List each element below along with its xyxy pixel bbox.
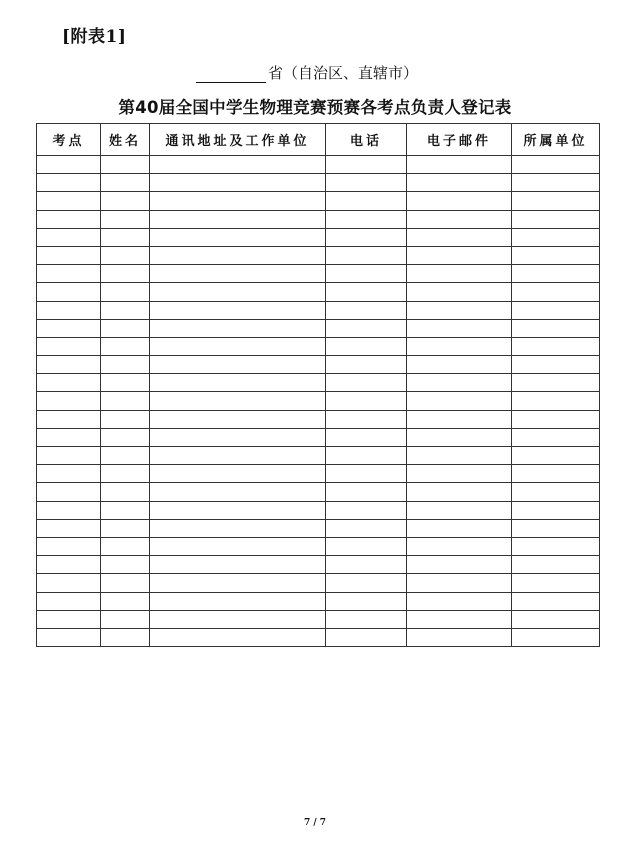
table-cell[interactable] [150, 192, 326, 210]
province-suffix: 省（自治区、直辖市） [268, 64, 419, 82]
table-cell[interactable] [150, 246, 326, 264]
table-cell[interactable] [150, 465, 326, 483]
table-cell[interactable] [150, 610, 326, 628]
table-cell[interactable] [150, 428, 326, 446]
table-cell[interactable] [512, 410, 600, 428]
table-cell[interactable] [326, 192, 407, 210]
table-row [37, 228, 600, 246]
table-cell[interactable] [101, 501, 150, 519]
table-cell[interactable] [512, 283, 600, 301]
table-cell[interactable] [326, 337, 407, 355]
table-cell[interactable] [326, 228, 407, 246]
table-cell[interactable] [101, 228, 150, 246]
table-row [37, 501, 600, 519]
table-cell[interactable] [407, 392, 512, 410]
table-cell[interactable] [101, 265, 150, 283]
table-body [37, 156, 600, 647]
table-cell[interactable] [101, 410, 150, 428]
table-row [37, 465, 600, 483]
table-cell[interactable] [101, 556, 150, 574]
table-cell[interactable] [150, 301, 326, 319]
table-cell[interactable] [101, 283, 150, 301]
table-cell[interactable] [407, 574, 512, 592]
table-cell[interactable] [512, 246, 600, 264]
table-cell[interactable] [150, 210, 326, 228]
table-cell[interactable] [326, 210, 407, 228]
table-cell[interactable] [37, 319, 101, 337]
table-cell[interactable] [326, 319, 407, 337]
table-cell[interactable] [37, 356, 101, 374]
table-cell[interactable] [101, 628, 150, 646]
table-cell[interactable] [512, 556, 600, 574]
table-cell[interactable] [407, 192, 512, 210]
province-blank-field[interactable] [196, 66, 266, 83]
registration-table [36, 123, 600, 647]
table-row [37, 428, 600, 446]
table-row [37, 374, 600, 392]
table-cell[interactable] [326, 447, 407, 465]
table-cell[interactable] [326, 574, 407, 592]
table-cell[interactable] [101, 319, 150, 337]
table-cell[interactable] [150, 319, 326, 337]
table-cell[interactable] [101, 374, 150, 392]
table-cell[interactable] [37, 537, 101, 555]
table-cell[interactable] [101, 592, 150, 610]
table-cell[interactable] [101, 156, 150, 174]
table-cell[interactable] [101, 356, 150, 374]
table-cell[interactable] [37, 465, 101, 483]
table-cell[interactable] [101, 519, 150, 537]
table-cell[interactable] [150, 337, 326, 355]
table-cell[interactable] [37, 301, 101, 319]
table-cell[interactable] [326, 628, 407, 646]
table-cell[interactable] [407, 337, 512, 355]
table-cell[interactable] [512, 447, 600, 465]
column-header-affiliation: 所属单位 [512, 124, 600, 156]
table-cell[interactable] [150, 574, 326, 592]
table-cell[interactable] [150, 228, 326, 246]
table-cell[interactable] [101, 392, 150, 410]
table-cell[interactable] [407, 283, 512, 301]
table-header-row [37, 124, 600, 156]
table-cell[interactable] [407, 246, 512, 264]
table-cell[interactable] [101, 192, 150, 210]
table-cell[interactable] [407, 210, 512, 228]
table-cell[interactable] [101, 210, 150, 228]
table-cell[interactable] [512, 592, 600, 610]
table-row [37, 519, 600, 537]
table-cell[interactable] [150, 356, 326, 374]
province-line [196, 62, 418, 83]
table-cell[interactable] [37, 447, 101, 465]
table-cell[interactable] [326, 465, 407, 483]
table-cell[interactable] [101, 174, 150, 192]
column-header-phone: 电话 [326, 124, 407, 156]
table-cell[interactable] [512, 519, 600, 537]
table-cell[interactable] [407, 428, 512, 446]
table-cell[interactable] [150, 392, 326, 410]
table-cell[interactable] [37, 265, 101, 283]
table-row [37, 301, 600, 319]
table-cell[interactable] [512, 428, 600, 446]
table-cell[interactable] [101, 537, 150, 555]
table-cell[interactable] [150, 174, 326, 192]
table-cell[interactable] [407, 410, 512, 428]
table-cell[interactable] [37, 283, 101, 301]
table-cell[interactable] [407, 519, 512, 537]
table-row [37, 410, 600, 428]
table-row [37, 174, 600, 192]
table-cell[interactable] [512, 465, 600, 483]
table-row [37, 537, 600, 555]
table-cell[interactable] [150, 483, 326, 501]
table-cell[interactable] [512, 574, 600, 592]
column-header-exam-site: 考点 [37, 124, 101, 156]
table-cell[interactable] [150, 556, 326, 574]
table-row [37, 628, 600, 646]
table-cell[interactable] [326, 428, 407, 446]
table-row [37, 556, 600, 574]
table-cell[interactable] [407, 356, 512, 374]
table-cell[interactable] [407, 265, 512, 283]
table-cell[interactable] [150, 447, 326, 465]
form-title: 第40届全国中学生物理竞赛预赛各考点负责人登记表 [118, 98, 512, 117]
table-cell[interactable] [512, 210, 600, 228]
table-cell[interactable] [326, 592, 407, 610]
table-cell[interactable] [407, 228, 512, 246]
table-cell[interactable] [407, 465, 512, 483]
column-header-email: 电子邮件 [407, 124, 512, 156]
table-cell[interactable] [407, 501, 512, 519]
table-cell[interactable] [37, 228, 101, 246]
table-cell[interactable] [326, 265, 407, 283]
table-cell[interactable] [512, 356, 600, 374]
table-row [37, 610, 600, 628]
table-cell[interactable] [37, 392, 101, 410]
table-cell[interactable] [101, 447, 150, 465]
table-row [37, 392, 600, 410]
appendix-label: [附表1] [62, 27, 127, 47]
table-cell[interactable] [37, 246, 101, 264]
table-cell[interactable] [407, 447, 512, 465]
table-cell[interactable] [101, 337, 150, 355]
table-cell[interactable] [512, 265, 600, 283]
table-cell[interactable] [407, 628, 512, 646]
page-number: 7 / 7 [303, 818, 327, 828]
table-cell[interactable] [150, 537, 326, 555]
table-cell[interactable] [407, 301, 512, 319]
table-row [37, 337, 600, 355]
table-cell[interactable] [326, 283, 407, 301]
table-cell[interactable] [512, 501, 600, 519]
table-cell[interactable] [512, 392, 600, 410]
table-cell[interactable] [37, 410, 101, 428]
table-cell[interactable] [407, 610, 512, 628]
table-row [37, 283, 600, 301]
table-cell[interactable] [512, 301, 600, 319]
table-cell[interactable] [326, 610, 407, 628]
table-cell[interactable] [326, 392, 407, 410]
table-cell[interactable] [326, 501, 407, 519]
table-cell[interactable] [150, 628, 326, 646]
table-cell[interactable] [326, 556, 407, 574]
table-cell[interactable] [37, 610, 101, 628]
column-header-name: 姓名 [101, 124, 150, 156]
table-cell[interactable] [407, 556, 512, 574]
table-row [37, 574, 600, 592]
table-cell[interactable] [150, 265, 326, 283]
table-cell[interactable] [101, 465, 150, 483]
table-cell[interactable] [37, 192, 101, 210]
table-cell[interactable] [37, 556, 101, 574]
table-cell[interactable] [101, 610, 150, 628]
table-cell[interactable] [326, 156, 407, 174]
table-cell[interactable] [512, 537, 600, 555]
column-header-address: 通讯地址及工作单位 [150, 124, 326, 156]
table-cell[interactable] [512, 228, 600, 246]
table-row [37, 356, 600, 374]
table-cell[interactable] [512, 174, 600, 192]
table-cell[interactable] [150, 374, 326, 392]
table-cell[interactable] [150, 156, 326, 174]
table-cell[interactable] [512, 156, 600, 174]
table-row [37, 483, 600, 501]
table-cell[interactable] [150, 592, 326, 610]
table-row [37, 192, 600, 210]
table-row [37, 210, 600, 228]
table-cell[interactable] [326, 537, 407, 555]
table-cell[interactable] [37, 628, 101, 646]
table-row [37, 246, 600, 264]
table-cell[interactable] [37, 428, 101, 446]
table-cell[interactable] [37, 483, 101, 501]
table-cell[interactable] [407, 174, 512, 192]
table-cell[interactable] [37, 574, 101, 592]
table-cell[interactable] [512, 610, 600, 628]
table-cell[interactable] [101, 428, 150, 446]
table-row [37, 156, 600, 174]
table-cell[interactable] [326, 410, 407, 428]
table-cell[interactable] [512, 374, 600, 392]
table-cell[interactable] [512, 337, 600, 355]
table-cell[interactable] [512, 483, 600, 501]
table-cell[interactable] [37, 519, 101, 537]
table-cell[interactable] [326, 174, 407, 192]
table-row [37, 319, 600, 337]
table-cell[interactable] [407, 592, 512, 610]
table-cell[interactable] [37, 174, 101, 192]
table-cell[interactable] [37, 337, 101, 355]
table-cell[interactable] [37, 501, 101, 519]
table-cell[interactable] [37, 156, 101, 174]
table-cell[interactable] [326, 519, 407, 537]
table-cell[interactable] [150, 519, 326, 537]
table-cell[interactable] [37, 374, 101, 392]
table-cell[interactable] [407, 319, 512, 337]
table-cell[interactable] [101, 574, 150, 592]
table-cell[interactable] [512, 192, 600, 210]
table-row [37, 592, 600, 610]
table-cell[interactable] [326, 356, 407, 374]
table-cell[interactable] [101, 246, 150, 264]
table-cell[interactable] [326, 374, 407, 392]
table-cell[interactable] [512, 319, 600, 337]
table-cell[interactable] [512, 628, 600, 646]
table-cell[interactable] [407, 483, 512, 501]
table-cell[interactable] [407, 156, 512, 174]
table-cell[interactable] [407, 537, 512, 555]
table-row [37, 447, 600, 465]
table-cell[interactable] [326, 301, 407, 319]
table-cell[interactable] [150, 410, 326, 428]
table-cell[interactable] [150, 501, 326, 519]
table-cell[interactable] [326, 483, 407, 501]
table-cell[interactable] [326, 246, 407, 264]
table-cell[interactable] [37, 592, 101, 610]
table-cell[interactable] [37, 210, 101, 228]
table-cell[interactable] [101, 483, 150, 501]
table-cell[interactable] [407, 374, 512, 392]
table-row [37, 265, 600, 283]
table-cell[interactable] [150, 283, 326, 301]
table-cell[interactable] [101, 301, 150, 319]
